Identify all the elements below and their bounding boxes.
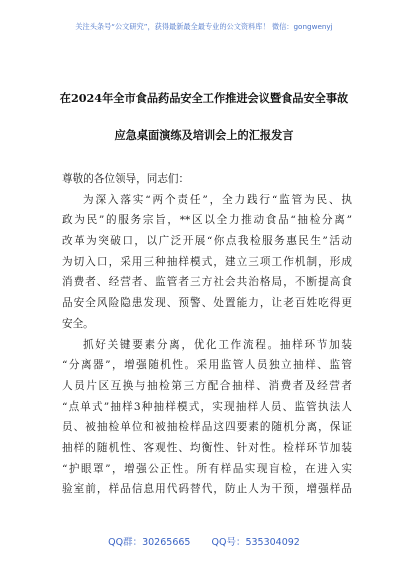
promo-banner: 关注头条号“公文研究”，获得最新最全最专业的公文资料库！ 微信：gongwenyj: [75, 22, 333, 31]
qq-group: QQ群：30265665: [108, 537, 191, 548]
body-line: “点单式”抽样3种抽样模式，实现抽样人员、监管执法人: [62, 400, 352, 413]
body-line: 消费者、经营者、监管者三方社会共治格局，不断提高食: [62, 276, 352, 289]
body-line: 政为民”的服务宗旨，**区以全力推动食品“抽检分离”: [62, 214, 352, 227]
body-line: 改革为突破口，以广泛开展“你点我检服务惠民生”活动: [62, 235, 352, 248]
body-line: 为切入口，采用三种抽样模式，建立三项工作机制，形成: [62, 255, 352, 268]
body-line: “护眼罩”，增强公正性。所有样品实现盲检，在进入实: [62, 462, 352, 475]
body-line: 品安全风险隐患发现、预警、处置能力，让老百姓吃得更: [62, 297, 352, 310]
document-title-line-1: 在2024年全市食品药品安全工作推进会议暨食品安全事故: [59, 91, 349, 105]
body-line: 验室前，样品信息用代码替代，防止人为干预，增强样品: [62, 483, 352, 496]
salutation: 尊敬的各位领导，同志们：: [62, 173, 190, 185]
body-line: 抽样的随机性、客观性、均衡性、针对性。检样环节加装: [62, 441, 352, 454]
body-line: 安全。: [62, 317, 94, 330]
body-line: 员、被抽检单位和被抽检样品这四要素的随机分离，保证: [62, 421, 352, 434]
contact-footer: [0, 534, 408, 548]
body-line: 抓好关键要素分离，优化工作流程。抽样环节加装: [83, 338, 352, 351]
qq-number: QQ号：535304092: [211, 537, 300, 548]
body-line: 人员片区互换与抽检第三方配合抽样、消费者及经营者: [62, 379, 352, 392]
document-title-line-2: 应急桌面演练及培训会上的汇报发言: [114, 128, 294, 142]
document-body: [62, 169, 352, 500]
body-line: “分离器”，增强随机性。采用监管人员独立抽样、监管: [62, 359, 352, 372]
body-line: 为深入落实“两个责任”，全力践行“监管为民、执: [83, 193, 352, 206]
